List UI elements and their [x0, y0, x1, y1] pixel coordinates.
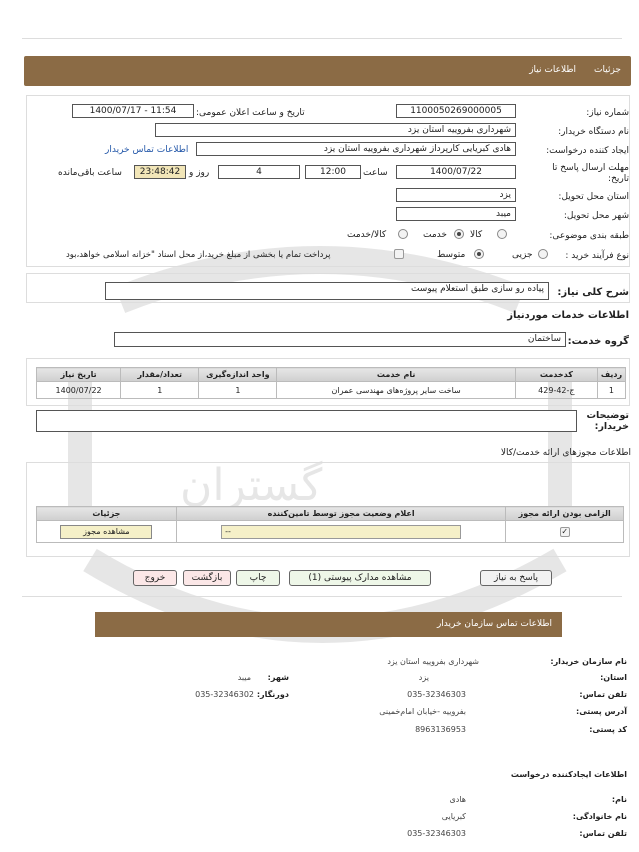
- deadline-label: مهلت ارسال پاسخ تا تاریخ:: [552, 163, 629, 184]
- creator-phone-value: 035-32346303: [407, 829, 466, 838]
- cell-permit-details: [37, 521, 177, 543]
- buyer-notes-field: [36, 410, 577, 432]
- org-name-label: نام سازمان خریدار:: [550, 657, 627, 666]
- contact-fax-label: دورنگار:: [256, 690, 289, 699]
- creator-field: هادی کبریایی کارپرداز شهرداری بفروییه استان یزد: [196, 142, 516, 156]
- contact-postal-value: 8963136953: [415, 725, 466, 734]
- section-divider: [22, 596, 622, 597]
- summary-field: پیاده رو سازی طبق استعلام پیوست: [105, 282, 549, 300]
- contact-city-value: میبد: [237, 673, 251, 682]
- view-permit-button[interactable]: مشاهده مجوز: [60, 525, 152, 539]
- svg-text:گستران: گستران: [180, 460, 323, 511]
- col-name: نام خدمت: [277, 368, 515, 382]
- col-permit-required: الزامی بودن ارائه مجوز: [506, 507, 624, 521]
- col-qty: تعداد/مقدار: [121, 368, 199, 382]
- process-option-medium: متوسط: [437, 250, 466, 260]
- permits-table-header: [37, 507, 624, 521]
- permits-table: [36, 506, 624, 543]
- process-option-small: جزیی: [512, 250, 533, 260]
- print-button[interactable]: چاپ: [236, 570, 280, 586]
- top-divider: [22, 38, 622, 39]
- service-group-field: ساختمان: [114, 332, 566, 347]
- org-name-value: شهرداری بفروییه استان یزد: [387, 657, 479, 666]
- col-row: ردیف: [597, 368, 625, 382]
- cell-permit-required: [506, 521, 624, 543]
- buyer-contact-link[interactable]: اطلاعات تماس خریدار: [105, 145, 189, 155]
- cell-row: 1: [597, 382, 625, 399]
- summary-label: شرح کلی نیاز:: [557, 287, 629, 298]
- process-radio-medium[interactable]: [474, 249, 484, 259]
- payment-checkbox[interactable]: [394, 249, 404, 259]
- category-option-goods-service: کالا/خدمت: [347, 230, 387, 240]
- col-permit-status: اعلام وضعیت مجوز توسط تامین‌کننده: [176, 507, 506, 521]
- need-info-link[interactable]: اطلاعات نیاز: [529, 65, 576, 75]
- services-heading: اطلاعات خدمات موردنیاز: [507, 310, 629, 321]
- contact-province-label: استان:: [600, 673, 627, 682]
- cell-name: ساخت سایر پروژه‌های مهندسی عمران: [277, 382, 515, 399]
- table-row: [37, 382, 626, 399]
- table-row: [37, 521, 624, 543]
- contact-phone-value: 035-32346303: [407, 690, 466, 699]
- exit-button[interactable]: خروج: [133, 570, 177, 586]
- category-radio-goods[interactable]: [497, 229, 507, 239]
- contact-postal-label: کد پستی:: [589, 725, 627, 734]
- contact-address-label: آدرس پستی:: [576, 707, 627, 716]
- col-code: کدخدمت: [515, 368, 597, 382]
- creator-info-heading: اطلاعات ایجادکننده درخواست: [510, 770, 627, 779]
- col-date: تاریخ نیاز: [37, 368, 121, 382]
- cell-qty: 1: [121, 382, 199, 399]
- days-label: روز و: [189, 168, 210, 178]
- cell-permit-status: [176, 521, 506, 543]
- details-link[interactable]: جزئیات: [594, 65, 621, 75]
- services-table-header: [37, 368, 626, 382]
- permit-status-field: --: [221, 525, 461, 539]
- creator-label: ایجاد کننده درخواست:: [546, 146, 629, 156]
- deadline-time-label: ساعت: [363, 168, 388, 178]
- buyer-field: شهرداری بفروییه استان یزد: [155, 123, 516, 137]
- service-group-label: گروه خدمت:: [567, 336, 629, 347]
- back-button[interactable]: بازگشت: [183, 570, 231, 586]
- category-option-service: خدمت: [423, 230, 447, 240]
- contact-phone-label: تلفن تماس:: [579, 690, 627, 699]
- contact-header-title: اطلاعات تماس سازمان خریدار: [436, 619, 552, 629]
- city-label: شهر محل تحویل:: [563, 211, 629, 221]
- contact-header-bar: [95, 612, 562, 637]
- creator-last-name-label: نام خانوادگی:: [572, 812, 627, 821]
- cell-unit: 1: [199, 382, 277, 399]
- services-table: [36, 367, 626, 399]
- attachments-button[interactable]: مشاهده مدارک پیوستی (1): [289, 570, 431, 586]
- deadline-time-field: 12:00: [305, 165, 361, 179]
- need-number-label: شماره نیاز:: [586, 108, 629, 118]
- category-option-goods: کالا: [470, 230, 483, 240]
- creator-last-name-value: کبریایی: [441, 812, 466, 821]
- top-nav-bar: [24, 56, 631, 86]
- category-radio-service[interactable]: [454, 229, 464, 239]
- contact-province-value: یزد: [418, 673, 429, 682]
- category-label: طبقه بندی موضوعی:: [549, 231, 629, 241]
- creator-first-name-value: هادی: [449, 795, 466, 804]
- buyer-label: نام دستگاه خریدار:: [558, 127, 629, 137]
- cell-date: 1400/07/22: [37, 382, 121, 399]
- contact-address-value: بفروییه -خیابان امام‌خمینی: [379, 707, 466, 716]
- announce-label: تاریخ و ساعت اعلان عمومی:: [196, 108, 305, 118]
- deadline-date-field: 1400/07/22: [396, 165, 516, 179]
- buyer-notes-label: توضیحات خریدار:: [586, 410, 629, 432]
- payment-note: پرداخت تمام یا بخشی از مبلغ خرید،از محل اسناد "خزانه اسلامی خواهد،بود: [66, 250, 331, 260]
- reply-button[interactable]: پاسخ به نیاز: [480, 570, 552, 586]
- province-label: استان محل تحویل:: [558, 192, 629, 202]
- contact-city-label: شهر:: [267, 673, 289, 682]
- days-field: 4: [218, 165, 300, 179]
- remaining-time-field: 23:48:42: [134, 165, 186, 179]
- permits-heading: اطلاعات مجوزهای ارائه خدمت/کالا: [500, 448, 631, 458]
- province-field: یزد: [396, 188, 516, 202]
- category-radio-goods-service[interactable]: [398, 229, 408, 239]
- city-field: میبد: [396, 207, 516, 221]
- announce-field: 1400/07/17 - 11:54: [72, 104, 194, 118]
- creator-first-name-label: نام:: [611, 795, 627, 804]
- contact-fax-value: 035-32346302: [195, 690, 254, 699]
- col-unit: واحد اندازه‌گیری: [199, 368, 277, 382]
- need-form-frame: [26, 95, 630, 267]
- need-number-field: 1100050269000005: [396, 104, 516, 118]
- process-label: نوع فرآیند خرید :: [565, 251, 629, 261]
- remaining-label: ساعت باقی‌مانده: [58, 168, 122, 178]
- creator-phone-label: تلفن تماس:: [579, 829, 627, 838]
- col-permit-details: جزئیات: [37, 507, 177, 521]
- permit-required-checkbox: ✓: [561, 526, 569, 536]
- process-radio-small[interactable]: [538, 249, 548, 259]
- cell-code: ج-42-429: [515, 382, 597, 399]
